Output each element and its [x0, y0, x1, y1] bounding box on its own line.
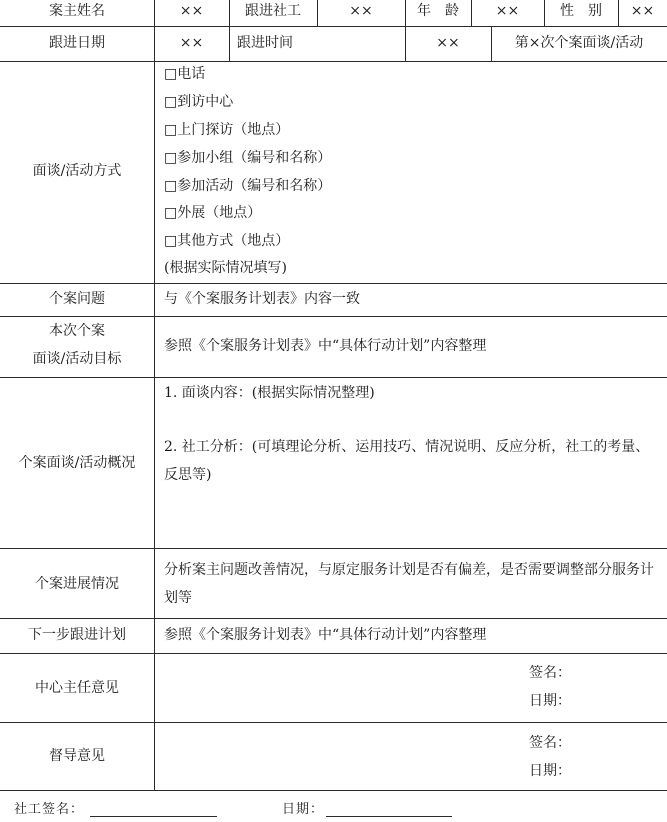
method-option-other[interactable]: □其他方式（地点）: [164, 233, 290, 249]
social-worker-value[interactable]: ××: [349, 3, 373, 19]
case-problem-label: 个案问题: [49, 291, 105, 307]
method-option-phone[interactable]: □电话: [164, 66, 206, 82]
row-divider: [0, 722, 667, 723]
supervisor-opinion-label: 督导意见: [49, 748, 105, 764]
goal-label-line2: 面谈/活动目标: [32, 351, 122, 367]
followup-date-label: 跟进日期: [49, 35, 105, 51]
overview-label: 个案面谈/活动概况: [18, 455, 136, 471]
supervisor-date-label: 日期：: [529, 763, 571, 779]
followup-time-label: 跟进时间: [237, 35, 293, 51]
overview-item-analysis: 2. 社工分析：(可填理论分析、运用技巧、情况说明、反应分析，社工的考量、反思等): [164, 439, 650, 483]
director-sign-label: 签名：: [529, 665, 571, 681]
row-divider: [0, 548, 667, 549]
row-divider: [0, 377, 667, 378]
method-option-activity[interactable]: □参加活动（编号和名称）: [164, 178, 332, 194]
footer-date-line[interactable]: [326, 816, 452, 817]
client-name-label: 案主姓名: [49, 3, 105, 19]
method-option-outreach[interactable]: □外展（地点）: [164, 205, 262, 221]
progress-label: 个案进展情况: [35, 576, 119, 592]
gender-value[interactable]: ××: [630, 3, 655, 19]
supervisor-sign-label: 签名：: [529, 735, 571, 751]
form-footer: [0, 792, 667, 822]
worker-signature-label: 社工签名：: [14, 802, 85, 817]
row-divider: [0, 618, 667, 619]
next-plan-label: 下一步跟进计划: [28, 627, 126, 643]
method-option-visit-center[interactable]: □到访中心: [164, 94, 234, 110]
method-label: 面谈/活动方式: [32, 163, 122, 179]
method-note: (根据实际情况填写): [164, 260, 287, 276]
age-value[interactable]: ××: [495, 3, 520, 19]
row-divider: [0, 283, 667, 284]
followup-date-value[interactable]: ××: [179, 35, 204, 51]
session-number-label: 第×次个案面谈/活动: [514, 35, 644, 51]
gender-label: 性 别: [560, 3, 602, 19]
director-opinion-label: 中心主任意见: [35, 680, 119, 696]
row-divider: [0, 61, 667, 62]
next-plan-content: 参照《个案服务计划表》中“具体行动计划”内容整理: [164, 627, 487, 643]
method-option-home-visit[interactable]: □上门探访（地点）: [164, 122, 290, 138]
row-divider: [0, 790, 667, 791]
case-problem-content: 与《个案服务计划表》内容一致: [164, 291, 360, 307]
goal-label-line1: 本次个案: [49, 323, 105, 339]
row-divider: [0, 316, 667, 317]
director-date-label: 日期：: [529, 693, 571, 709]
column-divider: [154, 0, 155, 790]
followup-time-value[interactable]: ××: [436, 35, 460, 51]
client-name-value[interactable]: ××: [179, 3, 204, 19]
social-worker-label: 跟进社工: [245, 3, 301, 19]
row-divider: [0, 26, 667, 27]
overview-item-content: 1. 面谈内容：(根据实际情况整理): [164, 385, 375, 401]
footer-date-label: 日期：: [282, 802, 325, 817]
row-divider: [0, 653, 667, 654]
goal-content: 参照《个案服务计划表》中“具体行动计划”内容整理: [164, 338, 487, 354]
progress-content: 分析案主问题改善情况，与原定服务计划是否有偏差，是否需要调整部分服务计划等: [164, 562, 654, 606]
age-label: 年 龄: [417, 3, 459, 19]
method-option-group[interactable]: □参加小组（编号和名称）: [164, 150, 332, 166]
worker-signature-line[interactable]: [90, 816, 217, 817]
